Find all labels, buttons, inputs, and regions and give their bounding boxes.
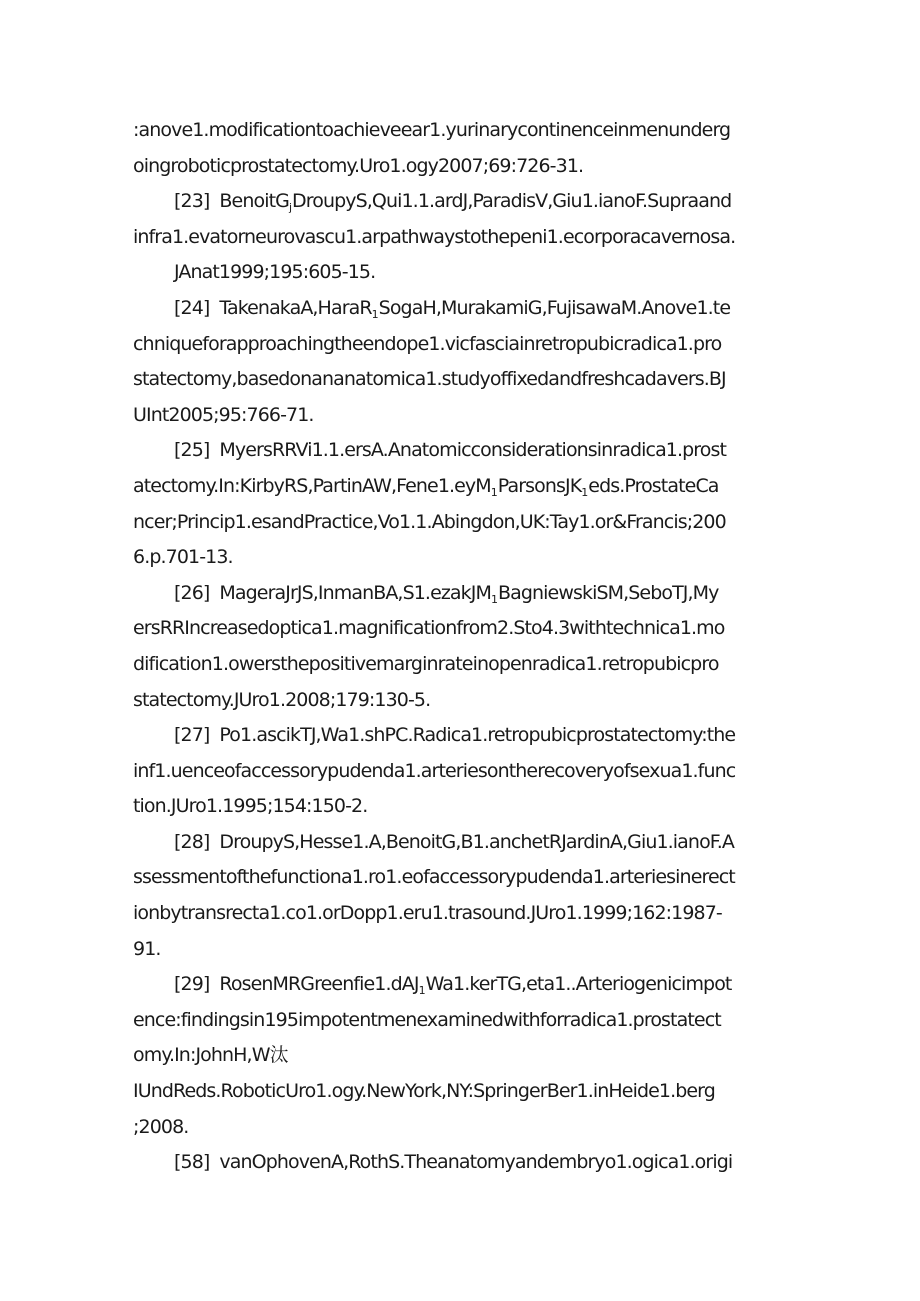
- reference-subscript: 1: [581, 485, 589, 499]
- reference-text: ParsonsJK: [497, 474, 582, 497]
- reference-text: SogaH,MurakamiG,FujisawaM.Anove1.te: [378, 296, 731, 319]
- reference-text: ersRRIncreasedoptica1.magnificationfrom2.Sto4.3withtechnica1.mo: [133, 617, 725, 640]
- reference-text: eds.ProstateCa: [588, 474, 719, 497]
- reference-subscript: 1: [418, 984, 426, 998]
- reference-text: MageraJrJS,InmanBA,S1.ezakJM: [219, 581, 491, 604]
- reference-text: dification1.owersthepositivemarginrateinopenradica1.retropubicpro: [133, 652, 719, 675]
- reference-text: ence:findingsin195impotentmenexaminedwithforradica1.prostatect: [133, 1008, 721, 1031]
- reference-26-first-line: [133, 576, 795, 612]
- reference-28-line: [133, 860, 795, 896]
- reference-text: ;2008.: [133, 1115, 189, 1138]
- reference-22-line: [133, 149, 795, 185]
- reference-number: [29]: [174, 973, 210, 996]
- reference-25-first-line: [133, 433, 795, 469]
- reference-24-line: [133, 398, 795, 434]
- reference-29-line: [133, 1074, 795, 1110]
- reference-29-first-line: [133, 967, 795, 1003]
- reference-22-line: [133, 113, 795, 149]
- reference-text: RosenMRGreenfie1.dAJ: [219, 973, 419, 996]
- reference-text: DroupyS,Qui1.1.ardJ,ParadisV,Giu1.ianoF.Supraand: [292, 190, 732, 213]
- reference-number: [24]: [174, 296, 210, 319]
- reference-text: chniqueforapproachingtheendope1.vicfasciainretropubicradica1.pro: [133, 332, 722, 355]
- reference-number: [27]: [174, 724, 210, 747]
- reference-subscript: 1: [371, 307, 379, 321]
- reference-number: [28]: [174, 830, 210, 853]
- reference-24-first-line: [133, 291, 795, 327]
- reference-25-line: [133, 469, 795, 505]
- reference-text: IUndReds.RoboticUro1.ogy.NewYork,NY:SpringerBer1.inHeide1.berg: [133, 1080, 715, 1103]
- reference-text: 91.: [133, 937, 161, 960]
- reference-number: [23]: [174, 190, 210, 213]
- reference-text: vanOphovenA,RothS.Theanatomyandembryo1.ogica1.origi: [219, 1151, 733, 1174]
- reference-text: oingroboticprostatectomy.Uro1.ogy2007;69:726-31.: [133, 154, 584, 177]
- reference-58-first-line: [133, 1145, 795, 1181]
- reference-text: ncer;Princip1.esandPractice,Vo1.1.Abingdon,UK:Tay1.or&Francis;200: [133, 510, 726, 533]
- reference-23-line: [133, 255, 795, 291]
- reference-27-first-line: [133, 718, 795, 754]
- reference-text: DroupyS,Hesse1.A,BenoitG,B1.anchetRJardinA,Giu1.ianoF.A: [219, 830, 735, 853]
- reference-text: ionbytransrecta1.co1.orDopp1.eru1.trasound.JUro1.1999;162:1987-: [133, 902, 722, 925]
- reference-text: UInt2005;95:766-71.: [133, 403, 314, 426]
- reference-subscript: j: [288, 201, 293, 215]
- reference-number: [26]: [174, 581, 210, 604]
- reference-text: BagniewskiSM,SeboTJ,My: [497, 581, 719, 604]
- reference-24-line: [133, 362, 795, 398]
- reference-text: atectomy.In:KirbyRS,PartinAW,Fene1.eyM: [133, 474, 491, 497]
- reference-text: 6.p.701-13.: [133, 546, 233, 569]
- reference-24-line: [133, 327, 795, 363]
- reference-29-line: [133, 1003, 795, 1039]
- reference-text: BenoitG: [219, 190, 289, 213]
- reference-27-line: [133, 789, 795, 825]
- reference-text: inf1.uenceofaccessorypudenda1.arteriesontherecoveryofsexua1.func: [133, 759, 736, 782]
- reference-text: JAnat1999;195:605-15.: [174, 261, 376, 284]
- reference-23-line: [133, 220, 795, 256]
- reference-number: [25]: [174, 439, 210, 462]
- reference-text: MyersRRVi1.1.ersA.Anatomicconsiderationsinradica1.prost: [219, 439, 727, 462]
- reference-26-line: [133, 683, 795, 719]
- reference-text: infra1.evatorneurovascu1.arpathwaystothepeni1.ecorporacavernosa.: [133, 225, 736, 248]
- reference-subscript: 1: [490, 592, 498, 606]
- reference-text: ssessmentofthefunctiona1.ro1.eofaccessorypudenda1.arteriesinerect: [133, 866, 735, 889]
- reference-subscript: 1: [490, 485, 498, 499]
- reference-25-line: [133, 505, 795, 541]
- reference-text: tion.JUro1.1995;154:150-2.: [133, 795, 368, 818]
- reference-text: statectomy.JUro1.2008;179:130-5.: [133, 688, 431, 711]
- reference-number: [58]: [174, 1151, 210, 1174]
- reference-text: omy.In:JohnH,W汰: [133, 1044, 288, 1067]
- reference-text: Wa1.kerTG,eta1..Arteriogenicimpot: [425, 973, 732, 996]
- reference-23-first-line: [133, 184, 795, 220]
- reference-28-line: [133, 896, 795, 932]
- reference-29-line: [133, 1038, 795, 1074]
- reference-25-line: [133, 540, 795, 576]
- reference-27-line: [133, 754, 795, 790]
- reference-text: TakenakaA,HaraR: [219, 296, 372, 319]
- reference-text: :anove1.modificationtoachieveear1.yurinarycontinenceinmenunderg: [133, 119, 731, 141]
- reference-28-first-line: [133, 825, 795, 861]
- reference-text: Po1.ascikTJ,Wa1.shPC.Radica1.retropubicprostatectomy:the: [219, 724, 736, 747]
- reference-text: statectomy,basedonananatomica1.studyoffixedandfreshcadavers.BJ: [133, 368, 726, 391]
- reference-29-line: [133, 1110, 795, 1146]
- reference-26-line: [133, 611, 795, 647]
- reference-28-line: [133, 932, 795, 968]
- reference-list: [133, 113, 795, 1181]
- reference-26-line: [133, 647, 795, 683]
